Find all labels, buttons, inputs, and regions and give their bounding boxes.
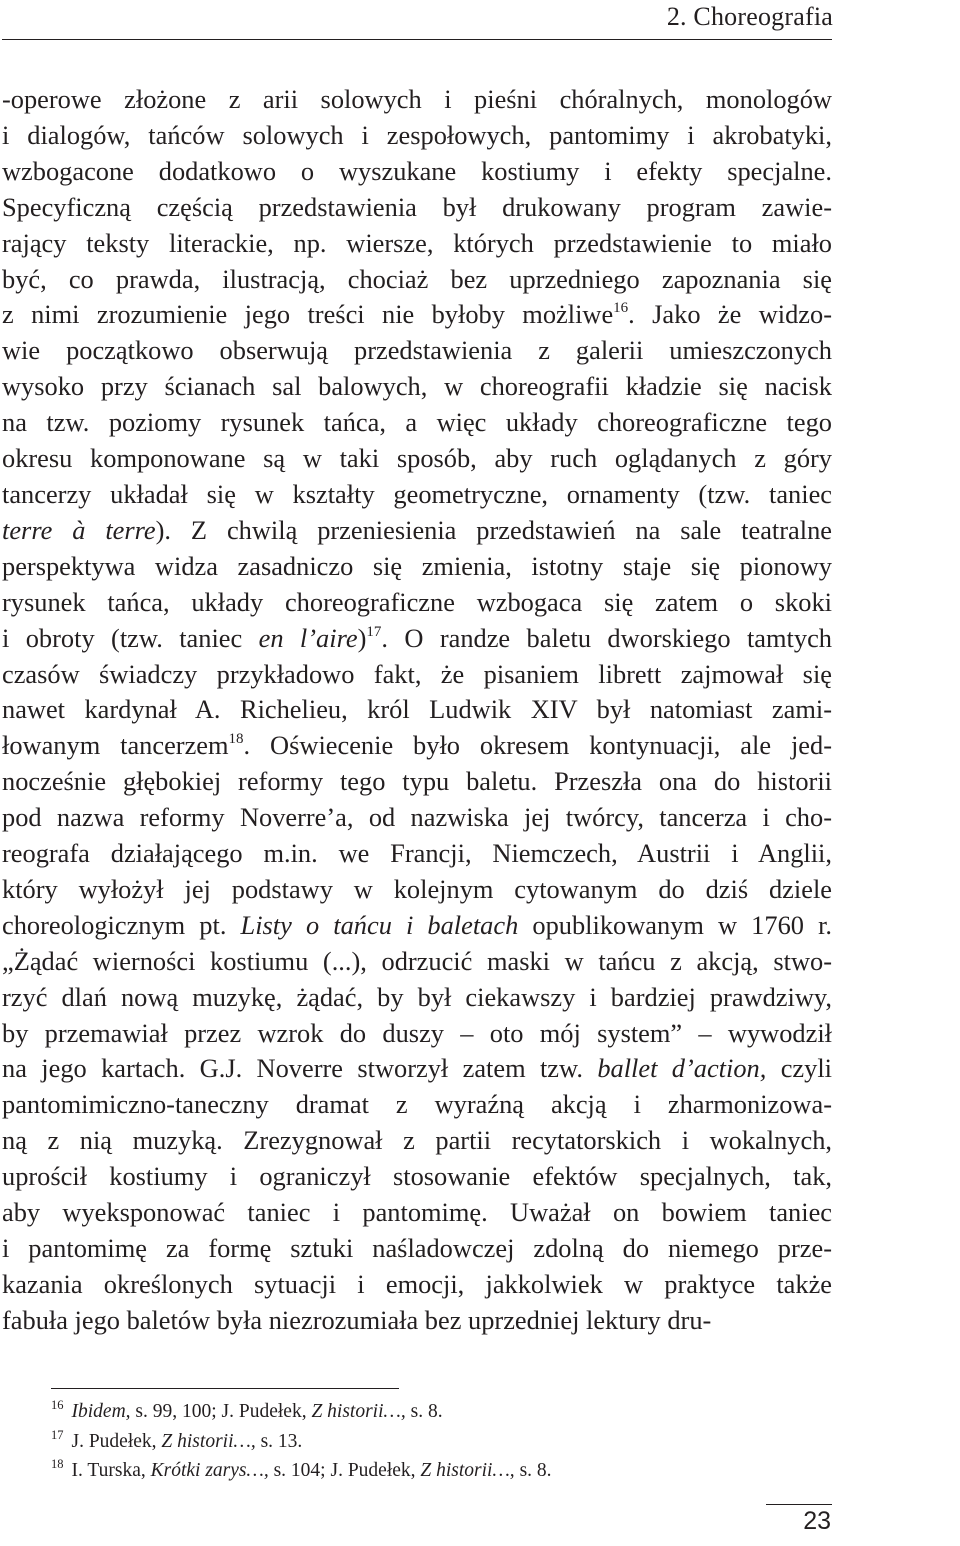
text-line [2,1051,832,1087]
text-run: pantomimiczno-taneczny dramat z wyraźną akcją i zharmonizowa- [2,1089,832,1120]
footnote [51,1427,831,1457]
footnote-number: 16 [51,1398,64,1412]
text-run: opublikowanym w 1760 r. [518,909,832,940]
text-run: łowanym tancerzem [2,730,229,761]
italic-text: Z historii…, [420,1460,515,1482]
text-line [2,1267,832,1303]
page-number: 23 [803,1507,831,1535]
text-line [2,369,832,405]
text-line [2,333,832,369]
italic-text: Listy o tańcu i baletach [240,909,519,940]
text-line [2,692,832,728]
text-line [2,441,832,477]
text-line [2,1123,832,1159]
text-line [2,226,832,262]
text-line [2,872,832,908]
text-line [2,118,832,154]
text-run: s. 8. [514,1460,552,1482]
text-line [2,621,832,657]
footnote [51,1397,831,1427]
text-run: s. 13. [255,1430,303,1452]
italic-text: ballet d’action, [597,1053,767,1084]
text-run: na jego kartach. G.J. Noverre stworzył zatem tzw. [2,1053,598,1084]
footnote [51,1456,831,1486]
text-run: I. Turska, [71,1460,151,1482]
text-line [2,980,832,1016]
text-line [2,1016,832,1052]
italic-text: Z historii…, [311,1401,406,1422]
text-run: -operowe złożone z arii solowych i pieśni chóralnych, monologów [2,84,832,114]
body-text [2,82,832,1339]
text-line [2,728,832,764]
text-run: rysunek tańca, układy choreograficzne wzbogaca się zatem o skoki [2,586,832,617]
text-run: uprościł kostiumy i ograniczył stosowanie efektów specjalnych, tak, [2,1161,832,1192]
footnote-number: 17 [51,1427,64,1442]
text-run: J. Pudełek, [71,1430,162,1452]
text-run: reografa działającego m.in. we Francji, Niemczech, Austrii i Anglii, [2,838,832,869]
text-run: czyli [766,1053,832,1084]
italic-text: Z historii…, [161,1430,256,1452]
footnote-reference: 17 [366,623,382,640]
text-line [2,1087,832,1123]
text-run: kazania określonych sytuacji i emocji, jakkolwiek w praktyce także [2,1268,832,1299]
text-line [2,82,832,118]
text-line [2,944,832,980]
text-line [2,1231,832,1267]
text-run: aby wyeksponować taniec i pantomimę. Uważał on bowiem taniec [2,1197,832,1228]
text-run: „Żądać wierności kostiumu (...), odrzucić maski w tańcu z akcją, stwo- [2,945,832,976]
text-run: Specyficzną częścią przedstawienia był drukowany program zawie- [2,191,832,222]
text-run: i dialogów, tańców solowych i zespołowych, pantomimy i akrobatyki, [2,119,832,150]
text-run: tancerzy układał się w kształty geometryczne, ornamenty (tzw. taniec [2,478,832,509]
text-line [2,477,832,513]
text-run: ). Z chwilą przeniesienia przedstawień na sale teatralne [155,514,832,545]
text-line [2,549,832,585]
text-run: nawet kardynał A. Richelieu, król Ludwik XIV był natomiast zami- [2,694,832,725]
text-run: pod nazwa reformy Noverre’a, od nazwiska jej twórcy, tancerza i cho- [2,802,832,833]
text-run: choreologicznym pt. [2,909,241,940]
italic-text: terre à terre [2,514,156,545]
text-line [2,513,832,549]
text-line [2,657,832,693]
footnote-rule [51,1388,399,1389]
text-line [2,262,832,298]
text-run: . Oświecenie było okresem kontynuacji, ale jed- [243,730,832,761]
text-run: ) [357,622,367,653]
text-run: i obroty (tzw. taniec [2,622,259,653]
text-line [2,585,832,621]
text-line [2,190,832,226]
text-line [2,1195,832,1231]
text-run: być, co prawda, ilustracją, chociaż bez uprzedniego zapoznania się [2,263,832,294]
text-line [2,908,832,944]
text-run: czasów świadczy przykładowo fakt, że pisaniem librett zajmował się [2,658,832,689]
text-run: perspektywa widza zasadniczo się zmienia, istotny staje się pionowy [2,550,832,581]
page-number-rule [766,1504,832,1505]
text-run: na tzw. poziomy rysunek tańca, a więc układy choreograficzne tego [2,407,832,438]
footnote-reference: 16 [613,300,629,317]
italic-text: Krótki zarys…, [150,1460,269,1482]
text-line [2,297,832,333]
text-run: s. 104; J. Pudełek, [268,1460,421,1482]
footnote-reference: 18 [228,731,244,748]
text-run: i pantomimę za formę sztuki naśladowczej zdolną do niemego prze- [2,1233,832,1263]
text-run: wie początkowo obserwują przedstawienia z galerii umieszczonych [2,335,832,366]
text-run: . Jako że widzo- [628,299,832,330]
text-run: rający teksty literackie, np. wiersze, których przedstawienie to miało [2,227,832,258]
text-run: który wyłożył jej podstawy w kolejnym cytowanym do dziś dziele [2,873,832,904]
text-run: wysoko przy ścianach sal balowych, w choreografii kładzie się nacisk [2,371,832,402]
text-run: s. 8. [405,1401,443,1422]
text-run: okresu komponowane są w taki sposób, aby ruch oglądanych z góry [2,443,832,474]
text-run: s. 99, 100; J. Pudełek, [130,1401,312,1422]
text-run: nocześnie głębokiej reformy tego typu baletu. Przeszła ona do historii [2,766,832,797]
text-line [2,764,832,800]
text-line [2,405,832,441]
footnote-number: 18 [51,1457,64,1472]
text-run: z nimi zrozumienie jego treści nie byłoby możliwe [2,299,614,330]
text-line [2,836,832,872]
text-run: by przemawiał przez wzrok do duszy – oto mój system” – wywodził [2,1017,832,1048]
italic-text: Ibidem, [71,1401,131,1422]
text-run: ną z nią muzyką. Zrezygnował z partii recytatorskich i wokalnych, [2,1125,832,1156]
header-rule [2,39,832,40]
text-line [2,1159,832,1195]
text-line [2,1303,832,1339]
running-head: 2. Choreografia [666,2,833,31]
italic-text: en l’aire [258,622,358,653]
text-run: fabuła jego baletów była niezrozumiała bez uprzedniej lektury dru- [2,1304,712,1335]
text-run: rzyć dlań nową muzykę, żądać, by był ciekawszy i bardziej prawdziwy, [2,981,832,1012]
footnotes [51,1397,831,1486]
text-run: wzbogacone dodatkowo o wyszukane kostiumy i efekty specjalne. [2,155,832,186]
text-line [2,800,832,836]
text-line [2,154,832,190]
text-run: . O randze baletu dworskiego tamtych [381,622,832,653]
